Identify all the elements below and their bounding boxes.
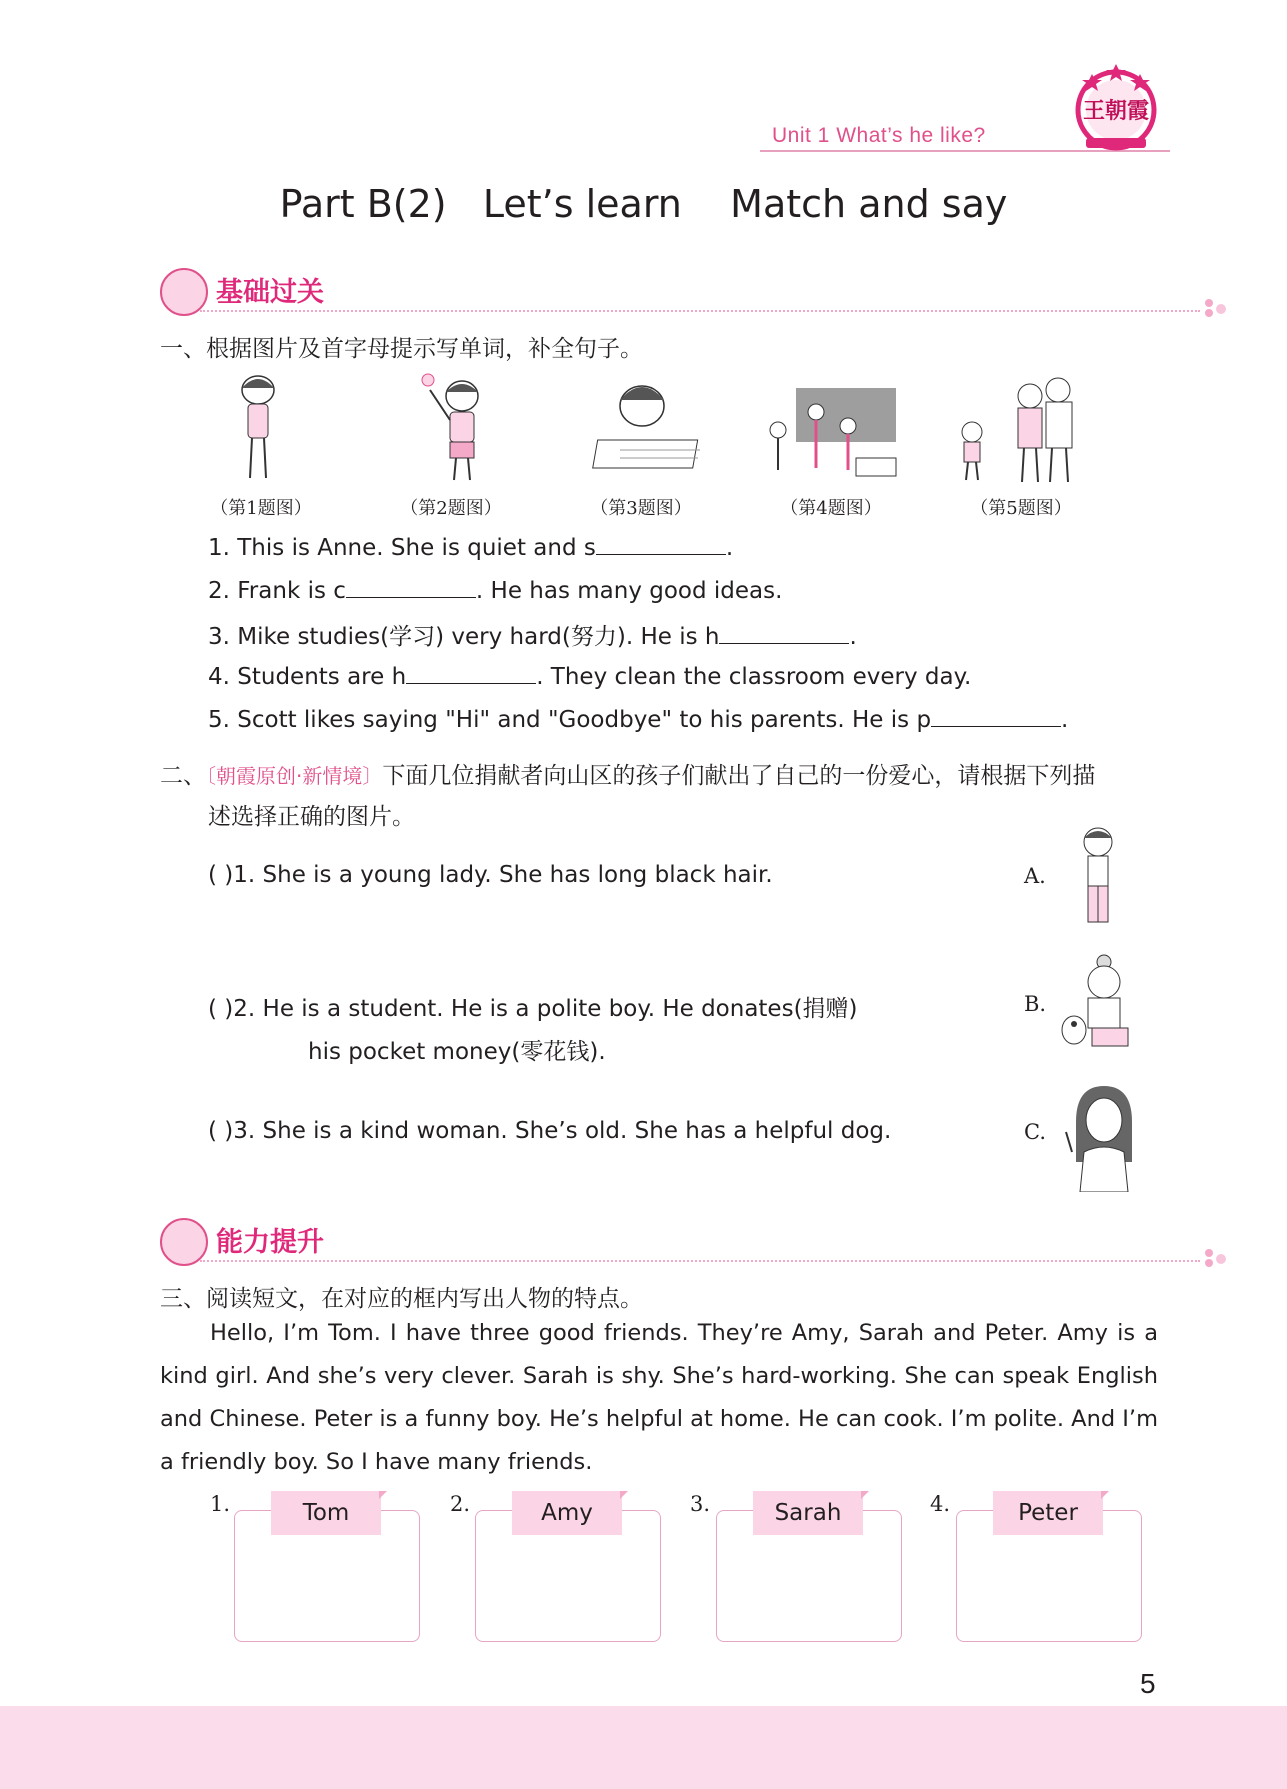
question-text: 下面几位捐献者向山区的孩子们献出了自己的一份爱心，请根据下列描	[382, 763, 1096, 789]
answer-blank[interactable]	[406, 661, 536, 684]
section-header-advanced	[160, 1216, 1260, 1270]
decor-dots-icon	[1204, 298, 1234, 318]
picture-boy-writing	[580, 370, 730, 490]
box-number: 1.	[210, 1492, 231, 1516]
option-a-picture-boy	[1068, 824, 1128, 934]
item-text: . They clean the classroom every day.	[536, 664, 972, 690]
item-text: 3. Mike studies(学习) very hard(努力). He is h	[208, 624, 720, 650]
answer-bracket[interactable]: ( )	[208, 1118, 234, 1144]
item-text: 2. He is a student. He is a polite boy. He donates(捐赠)	[233, 996, 858, 1022]
footer-band	[0, 1706, 1287, 1789]
reading-passage: Hello, I’m Tom. I have three good friends. They’re Amy, Sarah and Peter. Amy is a kind girl. And she’s very clever. Sarah is shy. She’s hard-working. She can speak English and Chinese. Peter is a funny boy. He’s helpful at home. He can cook. I’m polite. And I’m a friendly boy. So I have many friends.	[160, 1320, 1158, 1475]
picture-caption: （第5题图）	[970, 498, 1072, 519]
item-text: 1. She is a young lady. She has long black hair.	[233, 862, 773, 888]
item-text: 3. She is a kind woman. She’s old. She has a helpful dog.	[233, 1118, 892, 1144]
section-title: 基础过关	[216, 277, 324, 308]
question-2-title-line2: 述选择正确的图片。	[208, 804, 415, 830]
picture-boy-greeting-parents	[950, 370, 1100, 490]
fill-item-1	[208, 532, 733, 561]
answer-bracket[interactable]: ( )	[208, 862, 234, 888]
picture-caption: （第1题图）	[210, 498, 312, 519]
option-label-b: B.	[1024, 992, 1047, 1016]
box-number: 2.	[450, 1492, 471, 1516]
page-number: 5	[1140, 1668, 1156, 1699]
page-title: Part B(2) Let’s learn Match and say	[279, 182, 1008, 226]
question-1-title: 一、根据图片及首字母提示写单词，补全句子。	[160, 336, 643, 362]
item-text: .	[725, 535, 734, 561]
item-text: .	[849, 624, 857, 650]
box-name-tab: Amy	[512, 1491, 622, 1535]
section-header-basic	[160, 266, 1260, 320]
picture-boy-idea	[388, 370, 538, 490]
picture-students-cleaning	[760, 370, 910, 490]
picture-caption: （第3题图）	[590, 498, 692, 519]
item-text: . He has many good ideas.	[475, 578, 783, 604]
decor-dots-icon	[1204, 1248, 1234, 1268]
item-text: 1. This is Anne. She is quiet and s	[208, 535, 596, 561]
dotted-divider	[200, 310, 1200, 312]
answer-blank[interactable]	[346, 575, 476, 598]
fill-item-3	[208, 618, 857, 651]
question-2-title	[160, 757, 1095, 790]
dotted-divider	[200, 1260, 1200, 1262]
box-number: 3.	[690, 1492, 711, 1516]
picture-girl-quiet	[196, 370, 346, 490]
option-b-picture-old-woman-dog	[1058, 952, 1138, 1062]
question-number: 二、	[160, 763, 206, 789]
publisher-logo	[1072, 60, 1160, 156]
option-label-a: A.	[1024, 864, 1046, 888]
answer-blank[interactable]	[719, 621, 849, 644]
match-item-3	[208, 1118, 891, 1144]
mascot-icon	[160, 1218, 208, 1266]
fill-item-2	[208, 575, 782, 604]
answer-box-amy[interactable]	[475, 1500, 661, 1642]
box-name-tab: Sarah	[753, 1491, 863, 1535]
option-c-picture-young-lady	[1062, 1082, 1138, 1192]
fill-item-4	[208, 661, 971, 690]
box-number: 4.	[930, 1492, 951, 1516]
answer-blank[interactable]	[596, 532, 726, 555]
item-text: 4. Students are h	[208, 664, 407, 690]
answer-box-tom[interactable]	[234, 1500, 420, 1642]
answer-bracket[interactable]: ( )	[208, 996, 234, 1022]
match-item-1	[208, 862, 773, 888]
answer-blank[interactable]	[931, 704, 1061, 727]
box-name-tab: Tom	[271, 1491, 381, 1535]
section-title: 能力提升	[216, 1227, 324, 1258]
item-text: .	[1061, 707, 1069, 733]
fill-item-5	[208, 704, 1068, 733]
picture-caption: （第4题图）	[780, 498, 882, 519]
question-tag: 〔朝霞原创·新情境〕	[206, 764, 383, 788]
option-label-c: C.	[1024, 1120, 1046, 1144]
answer-box-sarah[interactable]	[716, 1500, 902, 1642]
match-item-2	[208, 990, 858, 1023]
item-text: 2. Frank is c	[208, 578, 346, 604]
picture-caption: （第2题图）	[400, 498, 502, 519]
item-text: 5. Scott likes saying "Hi" and "Goodbye" to his parents. He is p	[208, 707, 932, 733]
svg-text:王朝霞: 王朝霞	[1082, 98, 1150, 124]
match-item-2-line2: his pocket money(零花钱).	[308, 1039, 606, 1065]
mascot-icon	[160, 268, 208, 316]
question-3-title: 三、阅读短文，在对应的框内写出人物的特点。	[160, 1286, 643, 1312]
header-unit-title: Unit 1 What’s he like?	[772, 124, 986, 147]
answer-box-peter[interactable]	[956, 1500, 1142, 1642]
box-name-tab: Peter	[993, 1491, 1103, 1535]
